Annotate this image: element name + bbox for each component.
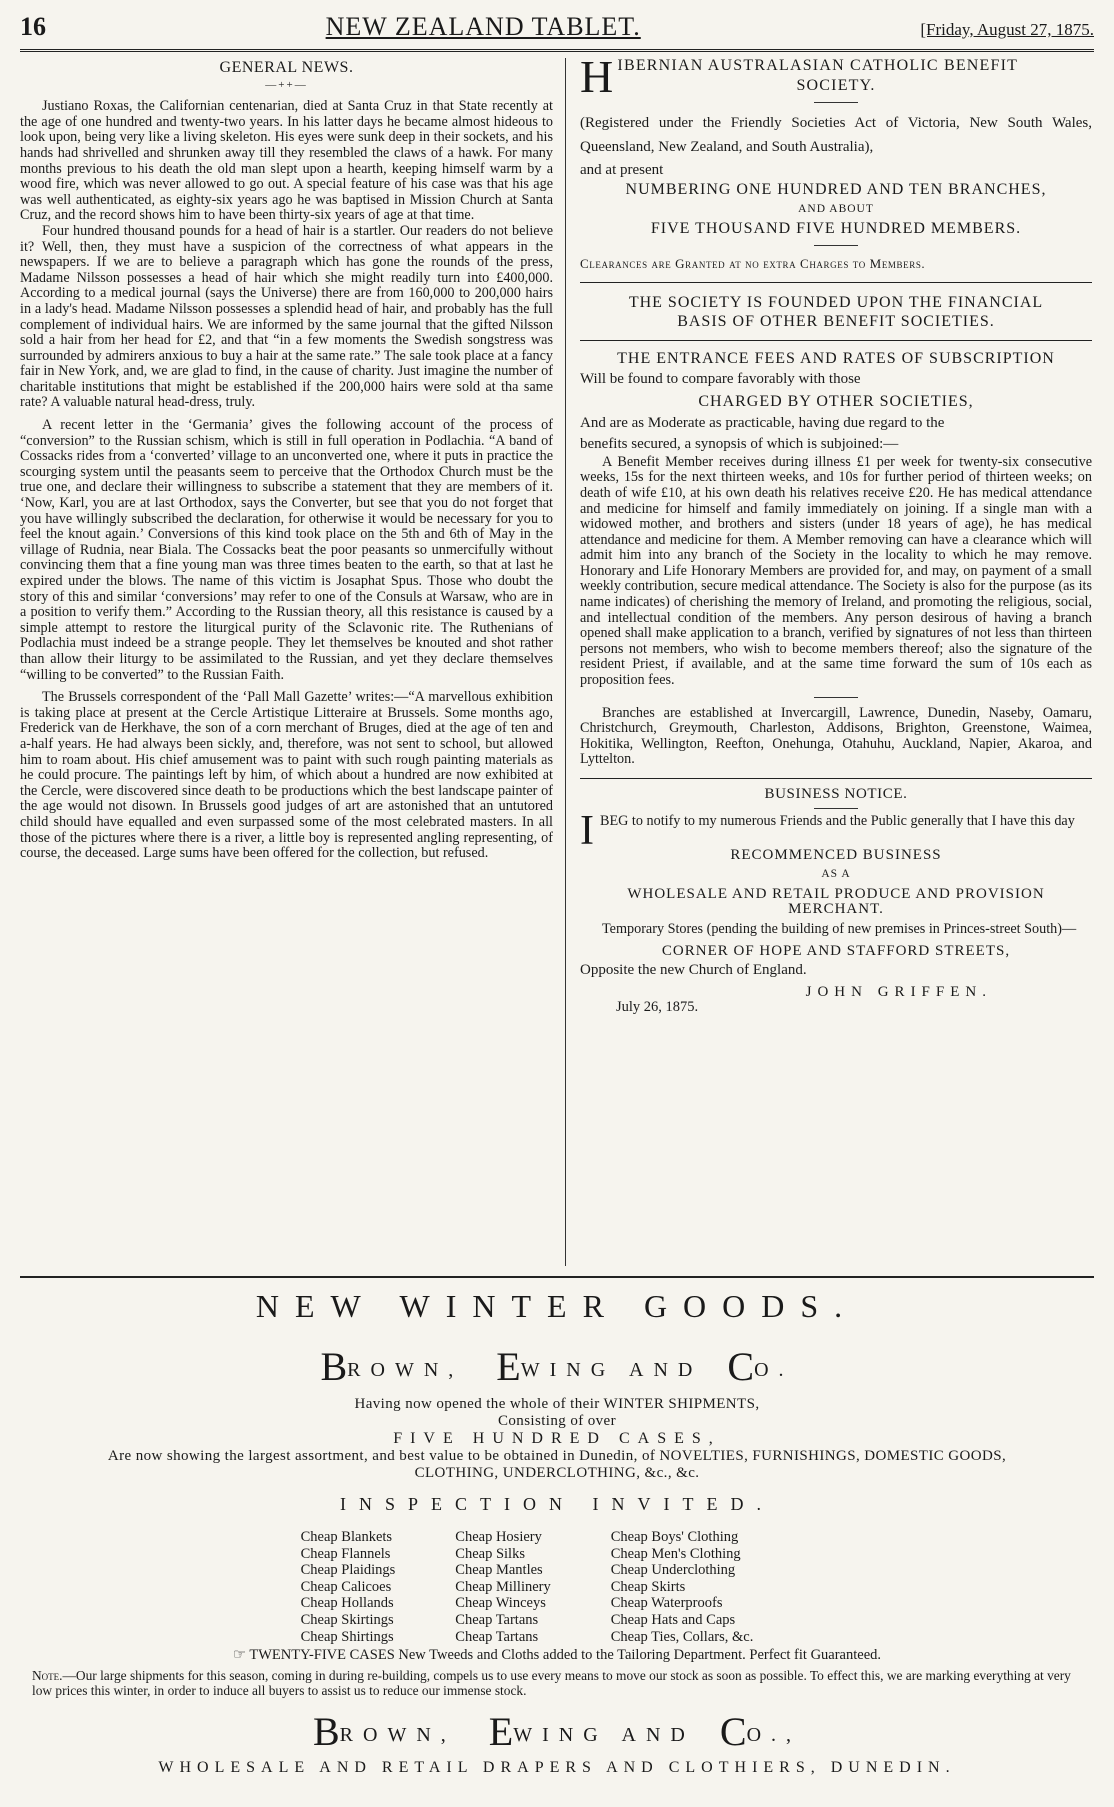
drop-cap: H (580, 51, 615, 102)
goods-item: Cheap Tartans (455, 1611, 539, 1628)
masthead-rule (20, 49, 1094, 52)
entrance-fees: THE ENTRANCE FEES AND RATES OF SUBSCRIPTION (617, 349, 1055, 367)
advertisements-column (566, 51, 1092, 1266)
goods-item: Cheap Silks (455, 1545, 525, 1562)
goods-item: Cheap Skirtings (300, 1611, 394, 1628)
hibernian-heading-text: IBERNIAN AUSTRALASIAN CATHOLIC BENEFIT (617, 57, 1019, 74)
issue-date: [Friday, August 27, 1875. (920, 20, 1094, 39)
branches-count: NUMBERING ONE HUNDRED AND TEN BRANCHES, (625, 181, 1047, 199)
goods-item: Cheap Boys' Clothing (610, 1529, 739, 1545)
goods-item: Cheap Calicoes (300, 1578, 392, 1595)
consisting: Consisting of over (497, 1413, 617, 1429)
ad-title: NEW WINTER GOODS. (255, 1288, 859, 1324)
goods-item: Cheap Men's Clothing (610, 1545, 741, 1562)
registered-note: (Registered under the Friendly Societies Act of Victoria, New South Wales, Queensland, New Zealand, and South Australia), (580, 114, 1092, 155)
goods-item: Cheap Waterproofs (610, 1595, 723, 1612)
pointing-hand-icon: ☞ (232, 1647, 246, 1664)
divider (580, 282, 1092, 283)
newspaper-title: NEW ZEALAND TABLET. (325, 12, 641, 41)
hibernian-heading-line2: SOCIETY. (796, 77, 876, 94)
moderate-note: And are as Moderate as practicable, having due regard to the (580, 414, 945, 431)
masthead (20, 12, 1094, 46)
goods-item: Cheap Blankets (300, 1529, 393, 1545)
members-count: FIVE THOUSAND FIVE HUNDRED MEMBERS. (650, 220, 1022, 238)
wholesale-drapers: WHOLESALE AND RETAIL DRAPERS AND CLOTHIERS, DUNEDIN. (158, 1759, 956, 1777)
goods-column-2 (455, 1529, 550, 1645)
recommenced: RECOMMENCED BUSINESS (730, 846, 942, 863)
divider (814, 102, 858, 103)
wholesale-produce: WHOLESALE AND RETAIL PRODUCE AND PROVISION MERCHANT. (627, 885, 1045, 918)
benefits-note: benefits secured, a synopsis of which is subjoined:— (580, 436, 899, 453)
corner-streets: CORNER OF HOPE AND STAFFORD STREETS, (661, 942, 1011, 959)
stock-note: Note.—Our large shipments for this season, coming in during re-building, compels us to use every means to move our stock as soon as possible. To effect this, we are marking everything at very low prices this winter, in order to induce all buyers to assist us to reduce our immense stock. (32, 1668, 1071, 1699)
business-notice-heading: BUSINESS NOTICE. (764, 786, 908, 802)
benefits-body: A Benefit Member receives during illness £1 per week for twenty-six consecutive weeks, 15s for the next thirteen weeks, and 10s for further period of thirteen weeks; on death of wife £10, at his own death his relatives receive £20. He has medical attendance and medicine for himself and family immediately on joining. If a single man with a widowed mother, and brothers and sisters (under 18 years of age), he has medical attendance and medicine for them. A Member removing can have a clearance which will admit him into any branch of the Society in the locality to which he may remove. Honorary and Life Honorary Members are provided for, and may, on payment of a small weekly contribution, secure medical attendance. The Society is also for the purpose (as its name indicates) of cherishing the memory of Ireland, and promoting the religious, social, and intellectual condition of the members. Any person desirous of having a branch opened shall make application to a branch, verified by signatures of not less than thirteen persons not members, who wish to become members thereof; also the signature of the resident Priest, if available, and at the same time forward the sum of 10s each as proposition fees. (580, 453, 1092, 689)
news-paragraph: The Brussels correspondent of the ‘Pall Mall Gazette’ writes:—“A marvellous exhibition is taking place at present at the Cercle Artistique Litteraire at Brussels. Some months ago, Frederick van de Herkhave, the son of a corn merchant of Bruges, died at the age of ten and a-half years. He had always been sickly, and, therefore, was not sent to school, but allowed him to roam about. His chief amusement was to paint with such rough painting materials as he could procure. The paintings left by him, of which about a hundred are now exhibited at the Cercle, were discovered since death to be productions which the best landscape painter of the age would not disown. In Brussels good judges of art are astonished that an untutored child should have equalled and even surpassed some of the most celebrated masters. In all those of the pictures where there is a river, a little boy is represented angling representing, of course, the deceased. Large sums have been offered for the collection, but refused. (20, 689, 553, 862)
tailoring-note: ☞ TWENTY-FIVE CASES New Tweeds and Cloths added to the Tailoring Department. Perfect fit Guaranteed. (232, 1647, 882, 1664)
goods-item: Cheap Plaidings (300, 1562, 396, 1579)
temporary-stores: Temporary Stores (pending the building of new premises in Princes-street South)— (602, 920, 1077, 937)
business-notice-text: IBEG to notify to my numerous Friends and the Public generally that I have this day (580, 807, 1075, 854)
goods-item: Cheap Hollands (300, 1595, 394, 1612)
divider (814, 245, 858, 246)
founded-line-1: THE SOCIETY IS FOUNDED UPON THE FINANCIAL (628, 293, 1044, 311)
and-about: AND ABOUT (798, 202, 874, 215)
goods-item: Cheap Hats and Caps (610, 1611, 736, 1628)
goods-item: Cheap Mantles (455, 1562, 543, 1579)
goods-item: Cheap Flannels (300, 1545, 391, 1562)
notice-date: July 26, 1875. (616, 999, 699, 1016)
goods-item: Cheap Tartans (455, 1628, 539, 1645)
drop-cap: I (580, 807, 594, 854)
charged-by: CHARGED BY OTHER SOCIETIES, (698, 392, 974, 410)
showing-assortment: Are now showing the largest assortment, and best value to be obtained in Dunedin, of NOVELTIES, FURNISHINGS, DOMESTIC GOODS, CLOTHING, UNDERCLOTHING, &c., &c. (107, 1448, 1007, 1481)
page-number: 16 (20, 12, 46, 41)
clearances-note: Clearances are Granted at no extra Charges to Members. (580, 255, 926, 271)
founded-line-2: BASIS OF OTHER BENEFIT SOCIETIES. (677, 313, 995, 331)
general-news-column (20, 58, 566, 1266)
cases-count: FIVE HUNDRED CASES, (393, 1430, 721, 1447)
divider (814, 697, 858, 698)
goods-item: Cheap Skirts (610, 1578, 686, 1595)
goods-item: Cheap Hosiery (455, 1529, 542, 1545)
inspection-invited: INSPECTION INVITED. (340, 1494, 774, 1514)
as-a: AS A (821, 868, 851, 881)
goods-list (0, 1529, 1094, 1645)
opposite-church: Opposite the new Church of England. (580, 962, 807, 979)
goods-column-3 (611, 1529, 754, 1645)
goods-item: Cheap Winceys (455, 1595, 546, 1612)
brown-ewing-logo: BROWN, EWING AND CO. (320, 1344, 794, 1389)
heading-ornament: —++— (265, 78, 308, 91)
newspaper-page (20, 0, 1094, 1799)
divider (580, 340, 1092, 341)
news-paragraph: A recent letter in the ‘Germania’ gives the following account of the process of “conversion” to the Russian schism, which is still in full operation in Podlachia. “A band of Cossacks rides from a ‘converted’ village to an unconverted one, where it puts in practice the scourging system until the peasants seem to perceive that the Orthodox Church must be the true one, and declare their willingness to subscribe a statement that they are members of it. ‘Now, Karl, you are at last Orthodox, says the Converter, but see that you do not forget that you have willingly subscribed the declaration, for otherwise it would be necessary for you to feel the knout again.’ Conversions of this kind took place on the 5th and 6th of May in the village of Rudnia, near Biala. The Cossacks beat the poor peasants so unmercifully without convincing them that a fine young man was three times beaten to the earth, so that at last he expired under the blows. The name of this victim is Josaphat Spus. Those who doubt the story of this and similar ‘conversions’ may refer to one of the Consuls at Warsaw, who are in a position to verify them.” According to the Russian theory, all this resistance is caused by a simple attempt to restore the liturgical purity of the Sclavonic rite. The Ruthenians of Podlachia must indeed be a strange people. They let themselves be knouted and shot rather than allow their liturgy to be assimilated to the Russian, and yet they declare themselves “willing to be converted” to the Russian Faith. (20, 417, 553, 683)
goods-item: Cheap Shirtings (300, 1628, 394, 1645)
divider (814, 808, 858, 809)
winter-goods-ad (20, 1288, 1094, 1777)
signature: JOHN GRIFFEN. (805, 983, 992, 1000)
news-paragraph: Four hundred thousand pounds for a head of hair is a startler. Our readers do not believe it? Well, then, they must have a suspicion of the correctness of what appears in the newspapers. If we are to believe a paragraph which has gone the rounds of the press, Madame Nilsson possesses a head of hair which she might readily turn into £400,000. According to a medical journal (says the Universe) there are from 160,000 to 200,000 hairs in a lady's head. Madame Nilsson possesses a splendid head of hair, and probably has the full complement of individual hairs. We are informed by the same journal that the gifted Nilsson sold a hair from her head for £2, and that “in a few moments the Swedish songstress was surrounded by admirers anxious to buy a hair at the same rate.” The sale took place at a fancy fair in New York, and, we are glad to find, in the cause of charity. Just imagine the number of charitable institutions that might be established if the 200,000 hairs were sold at tha same rate? A valuable natural head-dress, truly. (20, 222, 553, 411)
goods-item: Cheap Millinery (455, 1578, 551, 1595)
opened-shipments: Having now opened the whole of their WINTER SHIPMENTS, (354, 1396, 760, 1412)
general-news-heading: GENERAL NEWS. (219, 59, 354, 76)
section-rule (20, 1276, 1094, 1278)
compare-note: Will be found to compare favorably with those (580, 371, 861, 388)
two-column-body (20, 51, 1094, 1266)
news-paragraph: Justiano Roxas, the Californian centenarian, died at Santa Cruz in that State recently at the age of one hundred and twenty-two years. In his latter days he became almost hideous to look upon, being very like a living skeleton. His eyes were sunk deep in their sockets, and his hands had shrivelled and shrunken away till they resembled the claws of a hawk. For many months previous to his death the old man slept upon a hearth, keeping himself warm by a wood fire, which was never allowed to go out. A special feature of his case was that his age was well authenticated, as eighty-six years ago he was baptised in Mission Church at Santa Cruz, and the record shows him to have been thirty-six years of age at that time. (20, 98, 553, 224)
goods-item: Cheap Ties, Collars, &c. (610, 1628, 754, 1645)
goods-item: Cheap Underclothing (610, 1562, 736, 1579)
branches-list: Branches are established at Invercargill, Lawrence, Dunedin, Naseby, Oamaru, Christchurch, Greymouth, Charleston, Addisons, Brighton, Greenstone, Waimea, Hokitika, Wellington, Reefton, Onehunga, Otahuhu, Auckland, Napier, Akaroa, and Lyttelton. (580, 704, 1092, 768)
at-present: and at present (580, 161, 664, 178)
divider (580, 778, 1092, 779)
goods-column-1 (301, 1529, 396, 1645)
brown-ewing-logo-bottom: BROWN, EWING AND CO., (312, 1709, 802, 1755)
